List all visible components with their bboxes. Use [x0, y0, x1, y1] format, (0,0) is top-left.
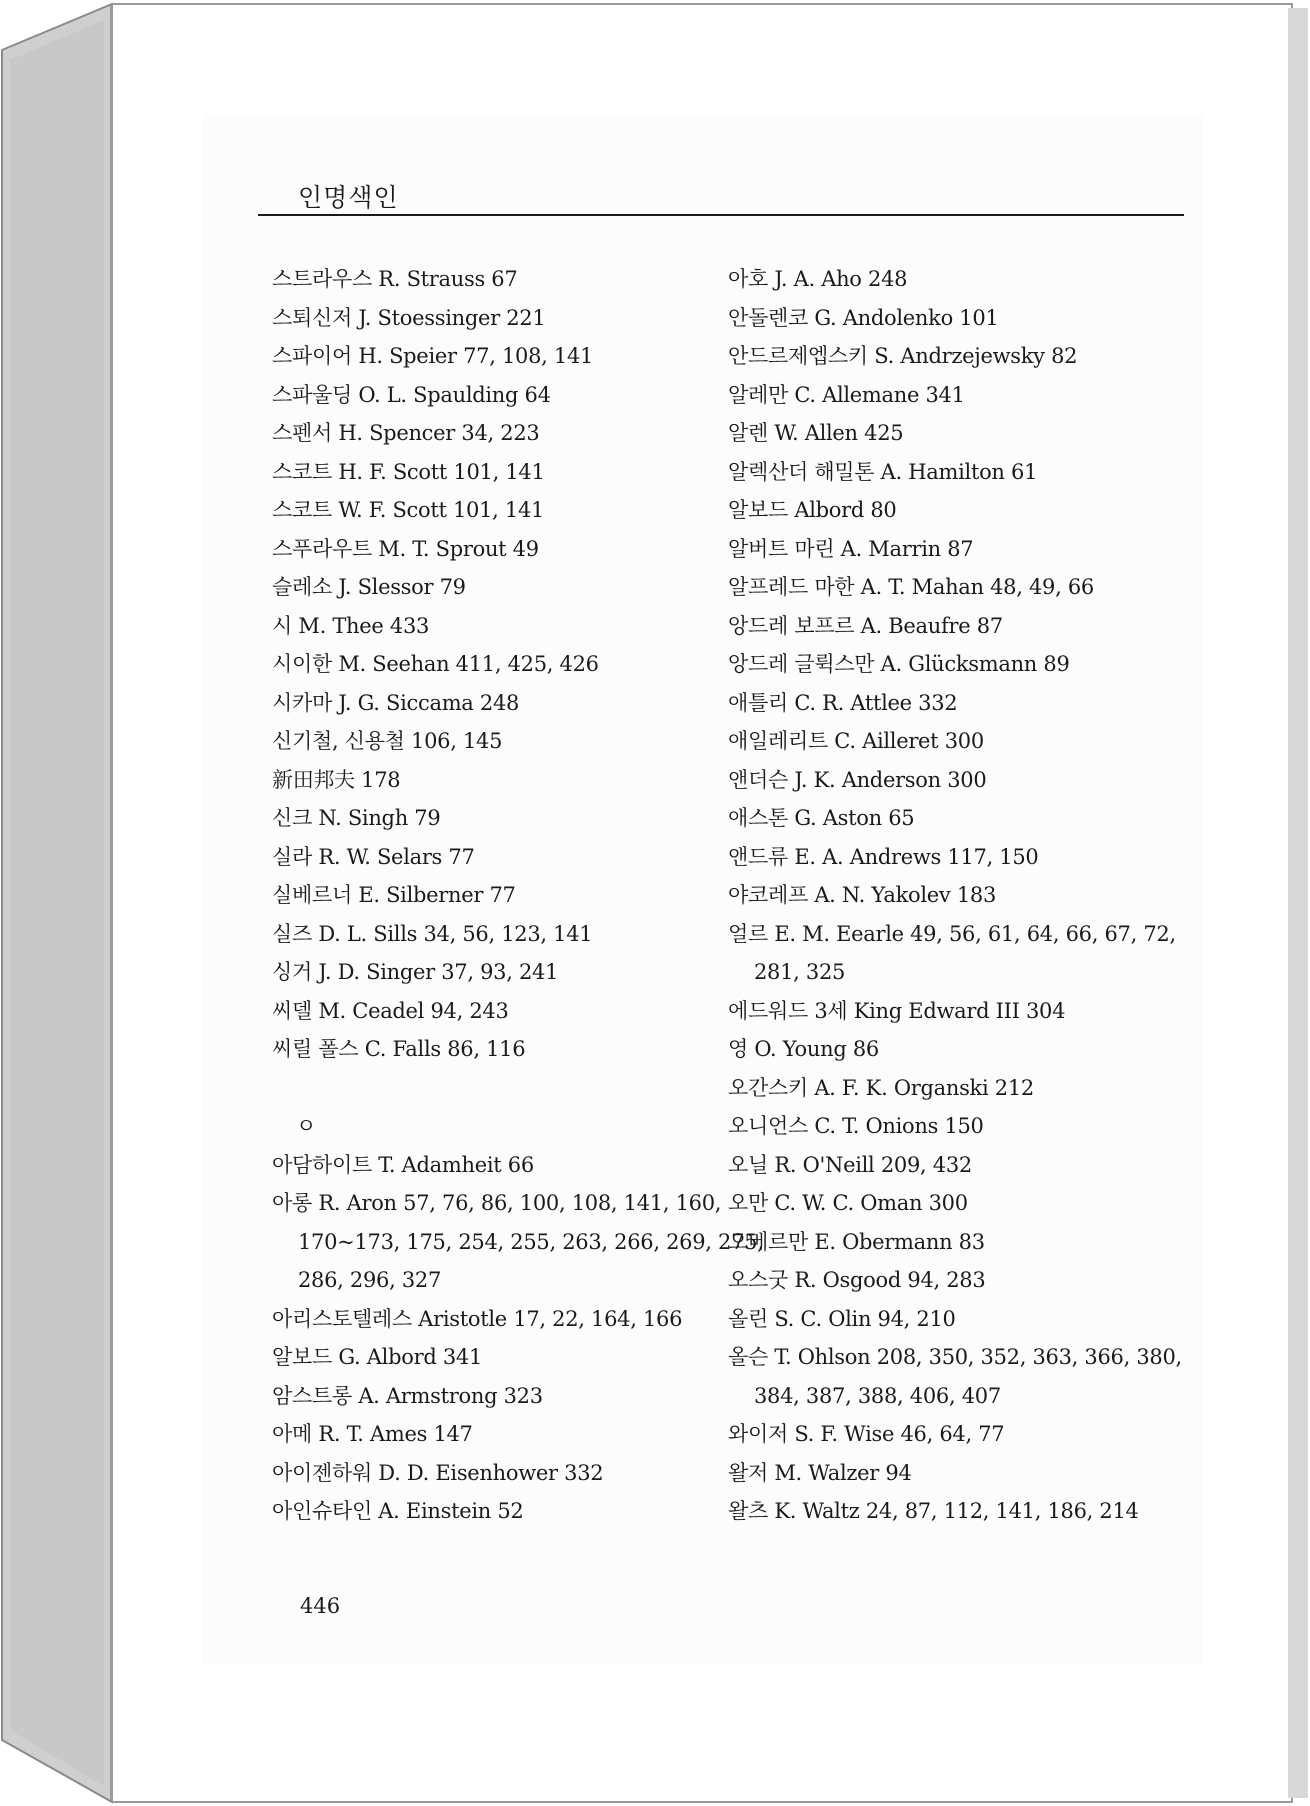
index-entry: 알프레드 마한 A. T. Mahan 48, 49, 66	[728, 575, 1094, 599]
index-entry: 씨델 M. Ceadel 94, 243	[272, 998, 509, 1023]
index-entry: 씨릴 폴스 C. Falls 86, 116	[272, 1037, 526, 1061]
index-entry: 암스트롱 A. Armstrong 323	[272, 1383, 543, 1408]
index-entry-continuation: 286, 296, 327	[298, 1268, 442, 1292]
index-entry: 알레만 C. Allemane 341	[728, 382, 965, 407]
index-entry: 올슨 T. Ohlson 208, 350, 352, 363, 366, 380,	[728, 1345, 1182, 1369]
index-entry: 실즈 D. L. Sills 34, 56, 123, 141	[272, 921, 593, 946]
index-entry: 앙드레 보프르 A. Beaufre 87	[728, 613, 1003, 638]
index-entry: 오만 C. W. C. Oman 300	[728, 1191, 968, 1215]
index-entry: 알보드 Albord 80	[728, 498, 897, 522]
index-entry: 新田邦夫 178	[272, 767, 401, 792]
index-entry: 아리스토텔레스 Aristotle 17, 22, 164, 166	[272, 1306, 683, 1331]
index-entry-continuation: 281, 325	[754, 960, 846, 984]
index-entry: 신기철, 신용철 106, 145	[272, 729, 503, 753]
index-entry: 오스굿 R. Osgood 94, 283	[728, 1268, 986, 1292]
index-entry: 야코레프 A. N. Yakolev 183	[728, 883, 997, 907]
index-entry: 애일레리트 C. Ailleret 300	[728, 729, 984, 753]
index-entry: 스파이어 H. Speier 77, 108, 141	[272, 344, 594, 368]
index-entry: 아이젠하워 D. D. Eisenhower 332	[272, 1460, 604, 1485]
left-column	[272, 260, 764, 1531]
index-entry: 스코트 W. F. Scott 101, 141	[272, 498, 545, 522]
index-entry: 스파울딩 O. L. Spaulding 64	[272, 382, 551, 407]
page-header-title: 인명색인	[298, 183, 399, 212]
index-entry: 에드워드 3세 King Edward III 304	[728, 998, 1066, 1023]
index-entry: 시 M. Thee 433	[272, 613, 430, 638]
index-entry-continuation: 384, 387, 388, 406, 407	[754, 1383, 1001, 1408]
index-entry: 오베르만 E. Obermann 83	[728, 1229, 985, 1254]
index-entry: 영 O. Young 86	[728, 1037, 879, 1061]
index-entry: 오간스키 A. F. K. Organski 212	[728, 1075, 1034, 1100]
index-entry: 안드르제엡스키 S. Andrzejewsky 82	[728, 344, 1078, 368]
index-entry: 시이한 M. Seehan 411, 425, 426	[272, 652, 599, 676]
index-entry-continuation: 170~173, 175, 254, 255, 263, 266, 269, 275,	[298, 1229, 764, 1254]
index-entry: 안돌렌코 G. Andolenko 101	[728, 305, 999, 330]
index-entry: 아호 J. A. Aho 248	[728, 267, 908, 291]
index-entry: 와이저 S. F. Wise 46, 64, 77	[728, 1422, 1005, 1446]
index-entry: 왈저 M. Walzer 94	[728, 1460, 912, 1485]
index-entry: 앤드류 E. A. Andrews 117, 150	[728, 844, 1039, 869]
index-entry: 스펜서 H. Spencer 34, 223	[272, 421, 540, 445]
index-entry: 앤더슨 J. K. Anderson 300	[728, 767, 987, 792]
index-entry: 아담하이트 T. Adamheit 66	[272, 1152, 534, 1177]
index-entry: 애틀리 C. R. Attlee 332	[728, 690, 958, 715]
index-entry: 얼르 E. M. Eearle 49, 56, 61, 64, 66, 67, 72,	[728, 921, 1176, 946]
left-entries-before	[272, 260, 712, 1069]
index-entry: 올린 S. C. Olin 94, 210	[728, 1306, 956, 1331]
index-entry: 알버트 마린 A. Marrin 87	[728, 536, 974, 561]
index-entry: 신크 N. Singh 79	[272, 806, 441, 830]
index-entry: 슬레소 J. Slessor 79	[272, 575, 466, 599]
page-number: 446	[300, 1594, 341, 1618]
index-entry: 스푸라우트 M. T. Sprout 49	[272, 536, 539, 561]
right-column	[728, 260, 1182, 1531]
index-entry: 앙드레 글뤽스만 A. Glücksmann 89	[728, 652, 1070, 676]
index-entry: 오닐 R. O'Neill 209, 432	[728, 1152, 972, 1177]
index-entry: 아메 R. T. Ames 147	[272, 1422, 473, 1446]
index-entry: 왈츠 K. Waltz 24, 87, 112, 141, 186, 214	[728, 1499, 1139, 1523]
header-rule	[258, 214, 1184, 216]
index-entry: 알렌 W. Allen 425	[728, 421, 904, 445]
index-entry: 실라 R. W. Selars 77	[272, 844, 475, 869]
index-entry: 스퇴신저 J. Stoessinger 221	[272, 305, 546, 330]
left-entries-after	[272, 1146, 764, 1531]
index-entry: 시카마 J. G. Siccama 248	[272, 690, 520, 715]
index-entry: 스트라우스 R. Strauss 67	[272, 267, 518, 291]
index-entry: 아인슈타인 A. Einstein 52	[272, 1499, 524, 1523]
section-gap	[272, 1069, 712, 1108]
index-entry: 알렉산더 해밀톤 A. Hamilton 61	[728, 459, 1038, 484]
index-entry: 알보드 G. Albord 341	[272, 1345, 483, 1369]
index-entry: 애스톤 G. Aston 65	[728, 806, 915, 830]
index-entry: 오니언스 C. T. Onions 150	[728, 1114, 984, 1138]
index-entry: 싱거 J. D. Singer 37, 93, 241	[272, 960, 559, 984]
index-entry: 실베르너 E. Silberner 77	[272, 883, 516, 907]
section-heading: ㅇ	[296, 1114, 317, 1138]
index-entry: 스코트 H. F. Scott 101, 141	[272, 459, 545, 484]
index-entry: 아롱 R. Aron 57, 76, 86, 100, 108, 141, 160,	[272, 1191, 722, 1215]
